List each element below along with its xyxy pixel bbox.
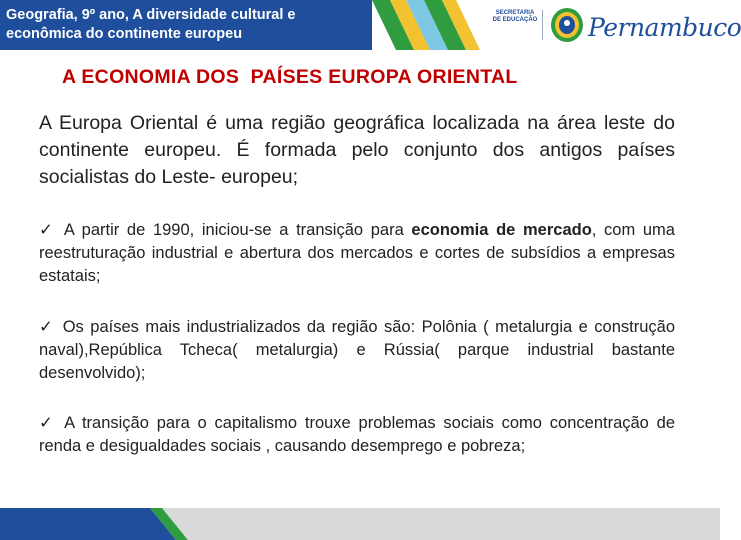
slide-title: A ECONOMIA DOS PAÍSES EUROPA ORIENTAL [62,66,518,88]
header-title: Geografia, 9º ano, A diversidade cultural e econômica do continente europeu [6,7,296,42]
secretaria-educacao-logo [492,10,538,24]
secretaria-logo-line2: DE EDUCAÇÃO [492,17,538,23]
intro-paragraph: A Europa Oriental é uma região geográfica localizada na área leste do continente europeu. É formada pelo conjunto dos antigos países socialistas do Leste- europeu; [39,112,675,188]
checkmark-icon: ✓ [39,414,57,432]
header-stripes-decoration [372,0,492,50]
bullet-item [39,219,675,288]
header-title-band [0,0,372,50]
bullet-bold-text: economia de mercado [411,221,592,239]
pernambuco-wordmark [588,13,741,42]
logo-divider [542,10,543,40]
pernambuco-wordmark-text: Pernambuco [588,13,741,42]
bullet-item [39,412,675,458]
bullet-item [39,316,675,385]
bullet-text-continuation: , com uma reestruturação industrial e abertura dos mercados e cortes de subsídios a empresas estatais; [39,221,675,285]
bullet-text: Os países mais industrializados da região são: Polônia ( metalurgia e construção naval),República Tcheca( metalurgia) e Rússia( parque industrial bastante desenvolvido); [39,318,676,382]
bullet-text: A transição para o capitalismo trouxe problemas sociais como concentração de renda e desigualdades sociais , causando desemprego e pobreza; [39,414,676,455]
bullet-text: A partir de 1990, iniciou-se a transição para [63,221,412,239]
pernambuco-seal-icon [550,7,584,43]
checkmark-icon: ✓ [39,221,56,239]
checkmark-icon: ✓ [39,318,55,336]
secretaria-logo-line1: SECRETARIA [495,10,535,16]
